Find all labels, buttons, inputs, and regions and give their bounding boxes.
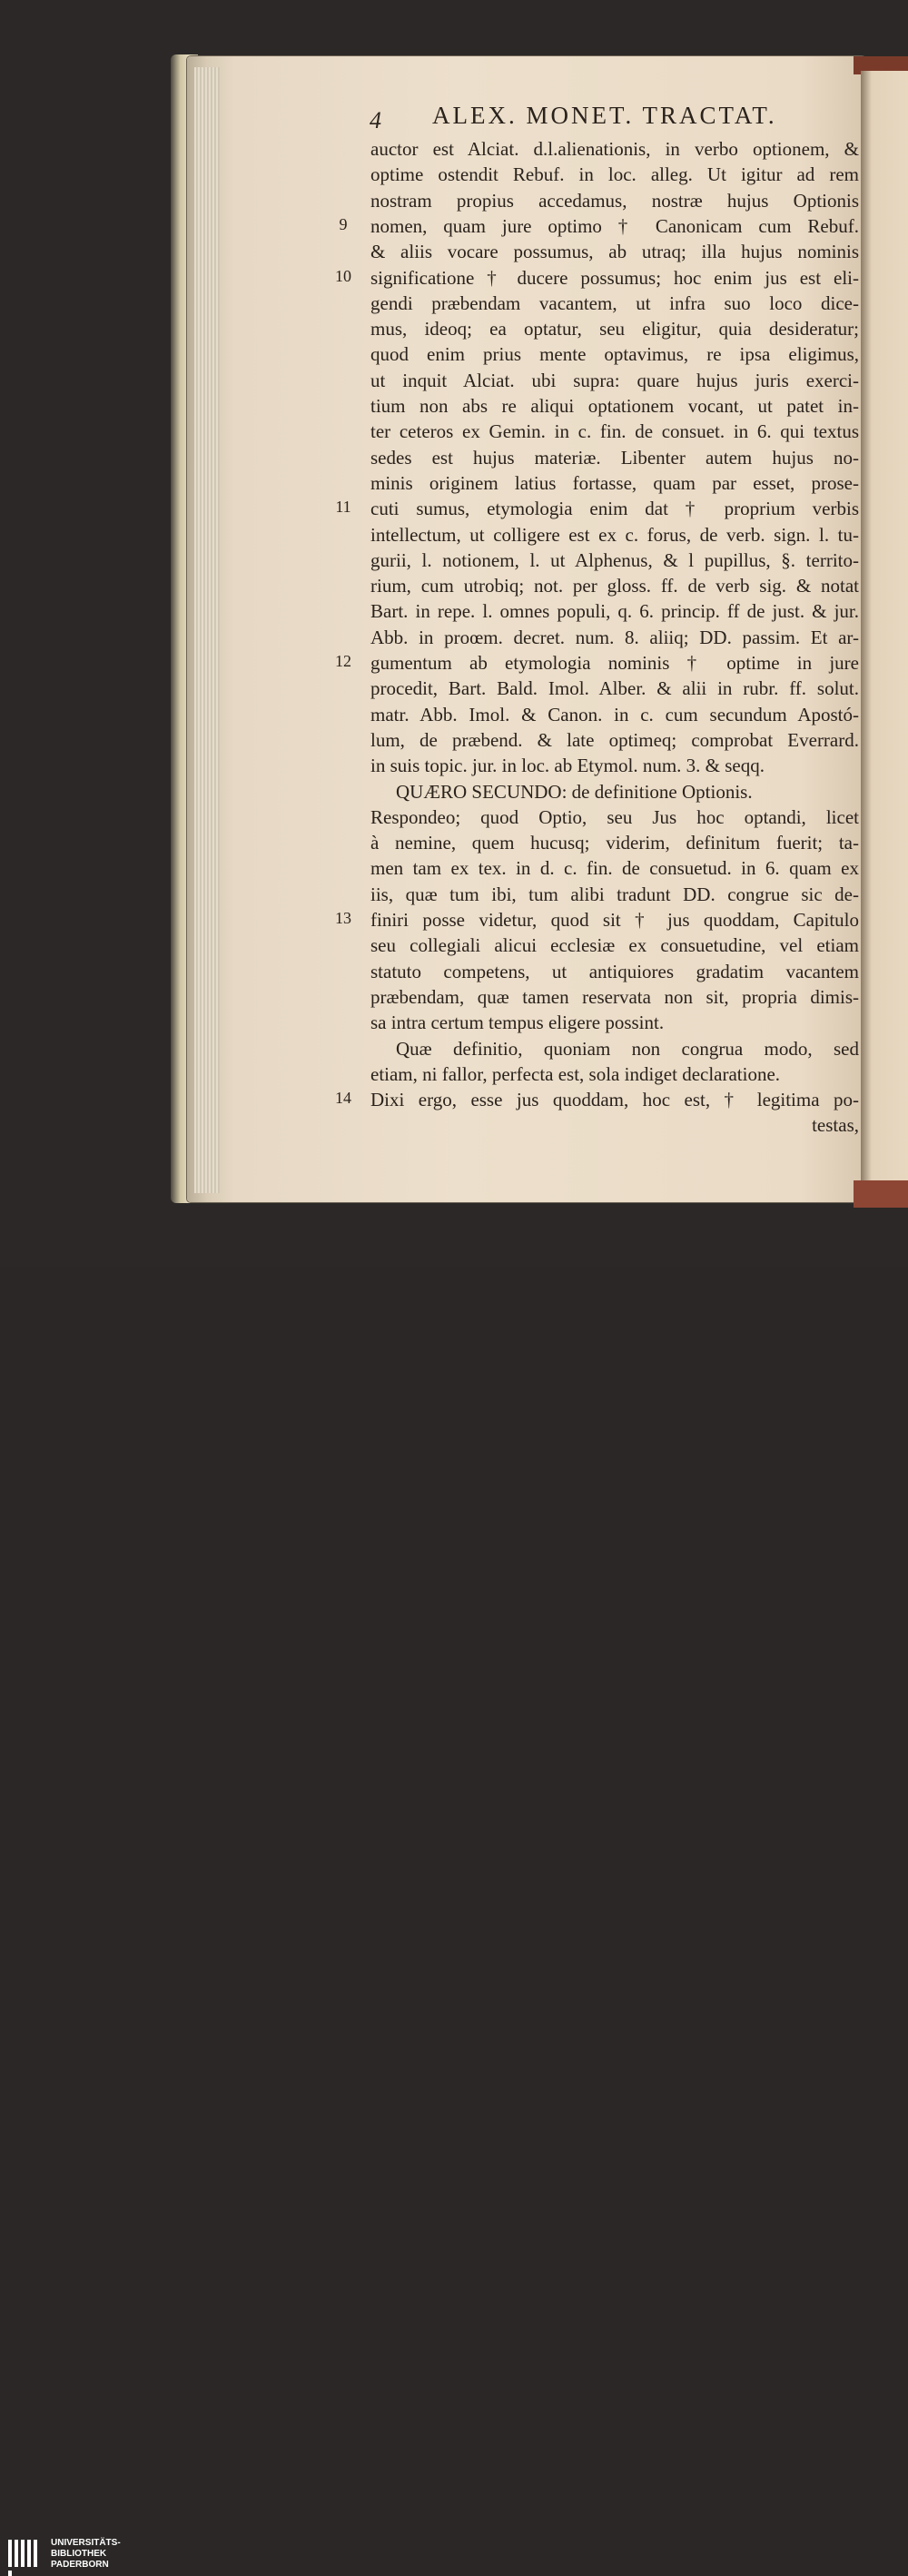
library-name-line1: UNIVERSITÄTS- bbox=[51, 2538, 121, 2548]
text-line: ter ceteros ex Gemin. in c. fin. de consuet. in 6. qui textus bbox=[370, 420, 859, 443]
text-line: finiri posse videtur, quod sit † jus quoddam, Capitulo bbox=[370, 909, 859, 931]
text-line: auctor est Alciat. d.l.alienationis, in verbo optionem, & bbox=[370, 138, 859, 160]
text-line: & aliis vocare possumus, ab utraq; illa hujus nominis bbox=[370, 241, 859, 263]
text-line: tium non abs re aliqui optationem vocant, ut patet in- bbox=[370, 395, 859, 417]
text-line: Respondeo; quod Optio, seu Jus hoc optandi, licet bbox=[370, 805, 859, 828]
page-number: 4 bbox=[370, 107, 381, 133]
text-line: etiam, ni fallor, perfecta est, sola indiget declaratione. bbox=[370, 1062, 781, 1085]
text-line: in suis topic. jur. in loc. ab Etymol. num. 3. & seqq. bbox=[370, 755, 765, 777]
library-logo-icon bbox=[8, 2538, 44, 2576]
text-line: men tam ex tex. in d. c. fin. de consuetud. in 6. quam ex bbox=[370, 857, 859, 880]
text-line: gurii, l. notionem, l. ut Alphenus, & l pupillus, §. territo- bbox=[370, 548, 859, 571]
text-line: gumentum ab etymologia nominis † optime in jure bbox=[370, 652, 859, 674]
text-line: à nemine, quem hucusq; viderim, definitum fuerit; ta- bbox=[370, 832, 859, 854]
footer-bar bbox=[0, 1267, 908, 2570]
library-name-line2: BIBLIOTHEK bbox=[51, 2549, 107, 2559]
text-line: nomen, quam jure optimo † Canonicam cum Rebuf. bbox=[370, 214, 859, 237]
right-page-fragment bbox=[861, 71, 908, 1197]
margin-number: 13 bbox=[335, 909, 351, 927]
text-line: optime ostendit Rebuf. in loc. alleg. Ut igitur ad rem bbox=[370, 163, 859, 186]
text-line: Bart. in repe. l. omnes populi, q. 6. princip. ff de just. & jur. bbox=[370, 600, 859, 623]
text-line: lum, de præbend. & late optimeq; comprobat Everrard. bbox=[370, 728, 859, 751]
text-line: minis originem latius fortasse, quam par esset, prose- bbox=[370, 471, 859, 494]
text-line: seu collegiali alicui ecclesiæ ex consuetudine, vel etiam bbox=[370, 934, 859, 957]
text-line: matr. Abb. Imol. & Canon. in c. cum secundum Apostó- bbox=[370, 703, 859, 725]
text-line: Dixi ergo, esse jus quoddam, hoc est, † legitima po- bbox=[370, 1089, 859, 1111]
text-line: intellectum, ut colligere est ex c. forus, de verb. sign. l. tu- bbox=[370, 523, 859, 546]
text-line: mus, ideoq; ea optatur, seu eligitur, quia desideratur; bbox=[370, 318, 859, 341]
text-line: nostram propius accedamus, nostræ hujus Optionis bbox=[370, 189, 859, 212]
running-head: ALEX. MONET. TRACTAT. bbox=[432, 102, 777, 129]
scanned-book-image bbox=[0, 0, 908, 1267]
text-line: præbendam, quæ tamen reservata non sit, propria dimis- bbox=[370, 985, 859, 1008]
text-line: ut inquit Alciat. ubi supra: quare hujus juris exerci- bbox=[370, 369, 859, 391]
library-name bbox=[51, 2538, 121, 2571]
text-line: Abb. in proœm. decret. num. 8. aliiq; DD. passim. Et ar- bbox=[370, 626, 859, 648]
text-line: statuto competens, ut antiquiores gradatim vacantem bbox=[370, 960, 859, 982]
text-line: Quæ definitio, quoniam non congrua modo, sed bbox=[396, 1037, 859, 1060]
text-line: QUÆRO SECUNDO: de definitione Optionis. bbox=[396, 780, 753, 803]
right-binding-bottom bbox=[854, 1180, 908, 1208]
text-line: iis, quæ tum ibi, tum alibi tradunt DD. congrue sic de- bbox=[370, 883, 859, 905]
text-line: quod enim prius mente optavimus, re ipsa eligimus, bbox=[370, 343, 859, 366]
text-line: testas, bbox=[812, 1114, 859, 1137]
page-text-area bbox=[222, 102, 866, 1173]
text-line: sa intra certum tempus eligere possint. bbox=[370, 1012, 665, 1034]
margin-number: 11 bbox=[335, 498, 351, 517]
page-edges bbox=[194, 67, 220, 1193]
margin-number: 10 bbox=[335, 266, 351, 285]
margin-number: 14 bbox=[335, 1089, 351, 1108]
text-line: significatione † ducere possumus; hoc enim jus est eli- bbox=[370, 266, 859, 289]
library-name-line3: PADERBORN bbox=[51, 2560, 109, 2570]
margin-number: 9 bbox=[339, 214, 348, 233]
text-line: sedes est hujus materiæ. Libenter autem hujus no- bbox=[370, 446, 859, 469]
text-line: procedit, Bart. Bald. Imol. Alber. & alii in rubr. ff. solut. bbox=[370, 677, 859, 700]
text-line: gendi præbendam vacantem, ut infra suo loco dice- bbox=[370, 291, 859, 314]
text-line: rium, cum utrobiq; not. per gloss. ff. de verb sig. & notat bbox=[370, 575, 859, 597]
margin-number: 12 bbox=[335, 652, 351, 670]
text-line: cuti sumus, etymologia enim dat † proprium verbis bbox=[370, 498, 859, 520]
